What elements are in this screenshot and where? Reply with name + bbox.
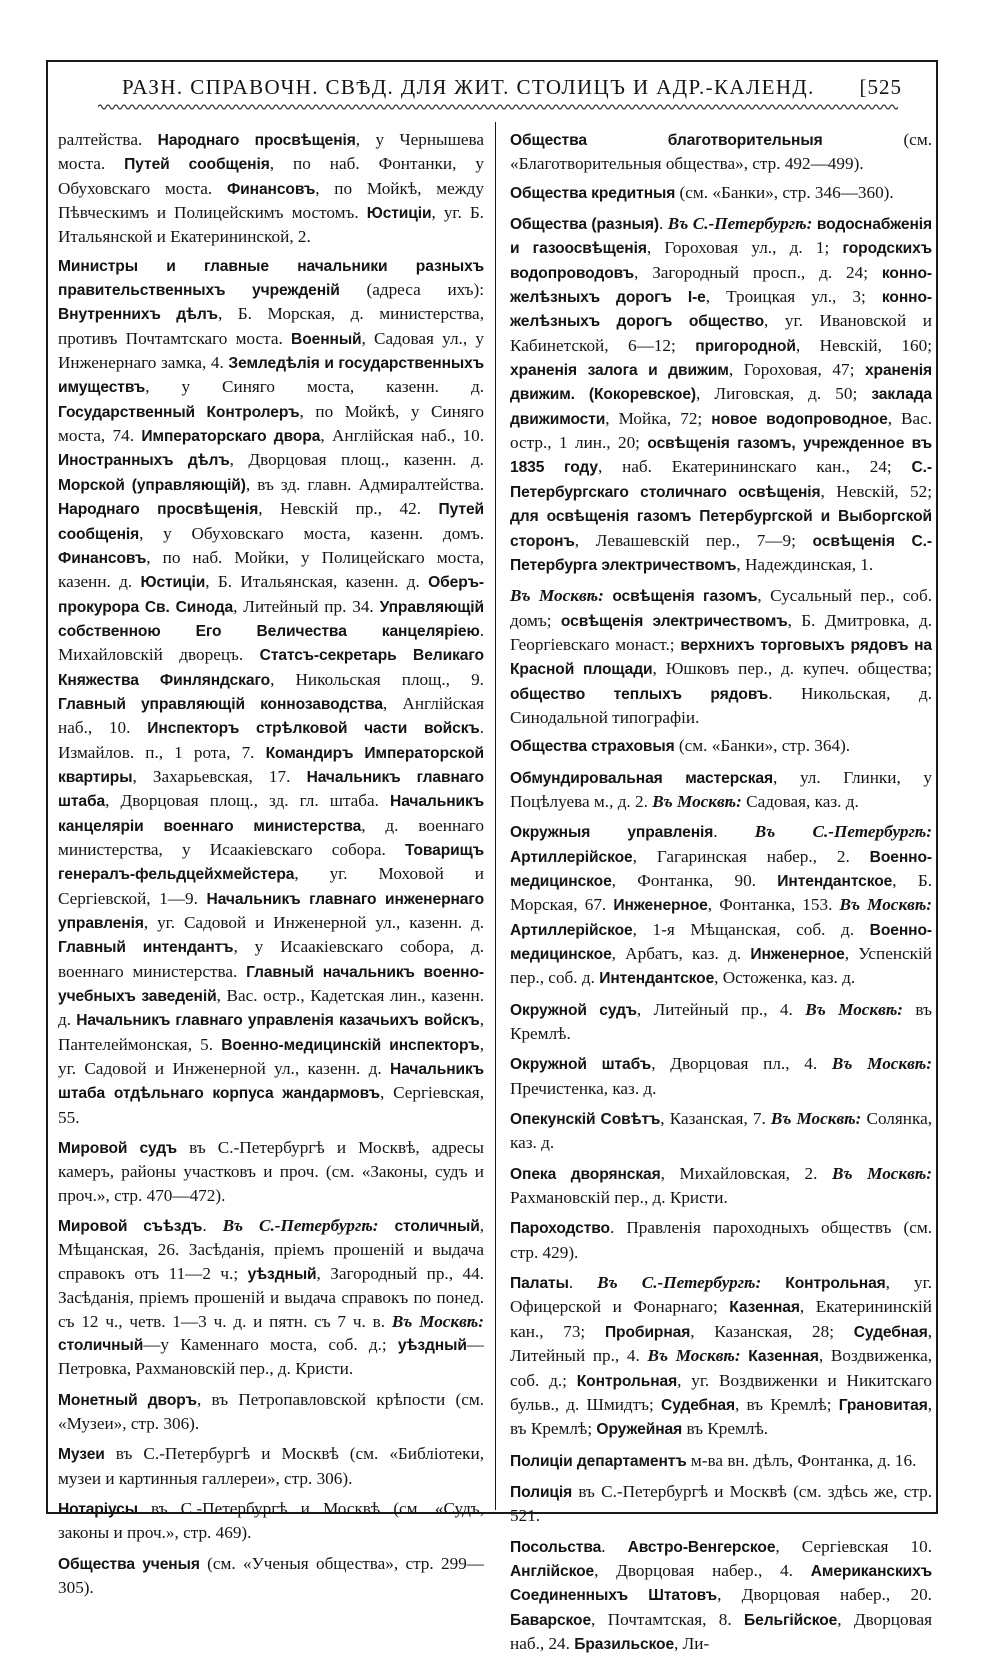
left-column: [58, 128, 484, 1606]
left-column-entry: Общества ученыя (см. «Ученыя общества», стр. 299—305).: [58, 1553, 484, 1597]
right-column-entry: Обмундировальная мастерская, ул. Глинки, у Поцѣлуева м., д. 2. Въ Москвѣ: Садовая, каз. д.: [510, 767, 932, 811]
header-title: РАЗН. СПРАВОЧН. СВѢД. ДЛЯ ЖИТ. СТОЛИЦЪ И АДР.-КАЛЕНД.: [122, 75, 815, 99]
right-column-entry: Опека дворянская, Михайловская, 2. Въ Москвѣ: Рахмановскій пер., д. Кристи.: [510, 1163, 932, 1208]
right-column-entry: Общества благотворительныя (см. «Благотворительныя общества», стр. 492—499).: [510, 130, 932, 174]
left-column-entry: Нотаріусы въ С.-Петербургѣ и Москвѣ (см. «Судъ, законы и проч.», стр. 469).: [58, 1498, 484, 1543]
column-divider: [495, 122, 496, 1510]
right-column-entry: Общества кредитныя (см. «Банки», стр. 346—360).: [510, 182, 894, 202]
wavy-rule: [98, 102, 898, 112]
right-column-entry: Опекунскій Совѣтъ, Казанская, 7. Въ Москвѣ: Солянка, каз. д.: [510, 1109, 933, 1153]
page-frame: [46, 60, 938, 1653]
right-column-entry: Въ Москвѣ: освѣщенія газомъ, Сусальный пер., соб. домъ; освѣщенія электричествомъ, Б. Дмитровка, д. Георгіевскаго монаст.; верхнихъ торговыхъ рядовъ на Красной площади, Юшковъ пер., д. купеч. общества; общество теплыхъ рядовъ. Никольская, д. Синодальной типографіи.: [510, 586, 933, 727]
left-column-entry: Монетный дворъ, въ Петропавловской крѣпости (см. «Музеи», стр. 306).: [58, 1389, 484, 1433]
right-column-entry: Пароходство. Правленія пароходныхъ обществъ (см. стр. 429).: [510, 1218, 932, 1262]
right-column-entry: Полиція въ С.-Петербургѣ и Москвѣ (см. здѣсь же, стр. 521.: [510, 1481, 932, 1526]
left-column-entry: Министры и главные начальники разныхъ правительственныхъ учрежденій (адреса ихъ): Внутреннихъ дѣлъ, Б. Морская, д. министерства, противъ Почтамтскаго моста. Военный, Садовая ул., у Инженернаго замка, 4. Земледѣлія и государственныхъ имуществъ, у Синяго моста, казенн. д. Государственный Контролеръ, по Мойкѣ, у Синяго моста, 74. Императорскаго двора, Англійская наб., 10. Иностранныхъ дѣлъ, Дворцовая площ., казенн. д. Морской (управляющій), въ зд. главн. Адмиралтейства. Народнаго просвѣщенія, Невскій пр., 42. Путей сообщенія, у Обуховскаго моста, казенн. домъ. Финансовъ, по наб. Мойки, у Полицейскаго моста, казенн. д. Юстиціи, Б. Итальянская, казенн. д. Оберъ-прокурора Св. Синода, Литейный пр. 34. Управляющій собственною Его Величества канцеляріею. Михайловскій дворецъ. Статсъ-секретарь Великаго Княжества Финляндскаго, Никольская площ., 9. Главный управляющій коннозаводства, Англійская наб., 10. Инспекторъ стрѣлковой части войскъ. Измайлов. п., 1 рота, 7. Командиръ Императорской квартиры, Захарьевская, 17. Начальникъ главнаго штаба, Дворцовая площ., зд. гл. штаба. Начальникъ канцеляріи военнаго министерства, д. военнаго министерства, у Исаакіевскаго собора. Товарищъ генералъ-фельдцейхмейстера, уг. Моховой и Сергіевской, 1—9. Начальникъ главнаго инженернаго управленія, уг. Садовой и Инженерной ул., казенн. д. Главный интендантъ, у Исаакіевскаго собора, д. военнаго министерства. Главный начальникъ военно-учебныхъ заведеній, Вас. остр., Кадетская лин., казенн. д. Начальникъ главнаго управленія казачьихъ войскъ, Пантелеймонская, 5. Военно-медицинскій инспекторъ, уг. Садовой и Инженерной ул., казенн. д. Начальникъ штаба отдѣльнаго корпуса жандармовъ, Сергіевская, 55.: [58, 257, 485, 1127]
right-column-entry: Посольства. Австро-Венгерское, Сергіевская 10. Англійское, Дворцовая набер., 4. Американскихъ Соединенныхъ Штатовъ, Дворцовая набер., 20. Баварское, Почтамтская, 8. Бельгійское, Дворцовая наб., 24. Бразильское, Ли-: [510, 1536, 932, 1653]
right-column-entry: Палаты. Въ С.-Петербургѣ: Контрольная, уг. Офицерской и Фонарнаго; Казенная, Екатерининскій кан., 73; Пробирная, Казанская, 28; Судебная, Литейный пр., 4. Въ Москвѣ: Казенная, Воздвиженка, соб. д.; Контрольная, уг. Воздвиженки и Никитскаго бульв., д. Шмидтъ; Судебная, въ Кремлѣ; Грановитая, въ Кремлѣ; Оружейная въ Кремлѣ.: [510, 1273, 932, 1439]
page-number: [525: [859, 75, 902, 99]
right-column: [510, 128, 932, 1663]
right-column-entry: Окружной судъ, Литейный пр., 4. Въ Москвѣ: въ Кремлѣ.: [510, 999, 933, 1044]
left-column-entry: ралтейства. Народнаго просвѣщенія, у Чернышева моста. Путей сообщенія, по наб. Фонтанки, у Обуховскаго моста. Финансовъ, по Мойкѣ, между Пѣвческимъ и Полицейскимъ мостомъ. Юстиціи, уг. Б. Итальянской и Екатерининской, 2.: [58, 130, 484, 247]
right-column-entry: Общества (разныя). Въ С.-Петербургѣ: водоснабженія и газоосвѣщенія, Гороховая ул., д. 1; городскихъ водопроводовъ, Загородный просп., д. 24; конно-желѣзныхъ дорогъ I-е, Троицкая ул., 3; конно-желѣзныхъ дорогъ общество, уг. Ивановской и Кабинетской, 6—12; пригородной, Невскій, 160; храненія залога и движим, Гороховая, 47; храненія движим. (Кокоревское), Лиговская, д. 50; заклада движимости, Мойка, 72; новое водопроводное, Вас. остр., 1 лин., 20; освѣщенія газомъ, учрежденное въ 1835 году, наб. Екатерининскаго кан., 24; С.-Петербургскаго столичнаго освѣщенія, Невскій, 52; для освѣщенія газомъ Петербургской и Выборгской сторонъ, Левашевскій пер., 7—9; освѣщенія С.-Петербурга электричествомъ, Надеждинская, 1.: [510, 214, 933, 574]
left-column-entry: Музеи въ С.-Петербургѣ и Москвѣ (см. «Библіотеки, музеи и картинныя галлереи», стр. 306).: [58, 1444, 484, 1488]
right-column-entry: Полиціи департаментъ м-ва вн. дѣлъ, Фонтанка, д. 16.: [510, 1450, 917, 1470]
right-column-entry: Общества страховыя (см. «Банки», стр. 364).: [510, 736, 851, 756]
left-column-entry: Мировой съѣздъ. Въ С.-Петербургѣ: столичный, Мѣщанская, 26. Засѣданія, пріемъ прошеній и выдача справокъ отъ 11—2 ч.; уѣздный, Загородный пр., 44. Засѣданія, пріемъ прошеній и выдача справокъ по понед. съ 12 ч., четв. 1—3 ч. д. и пятн. съ 7 ч. в. Въ Москвѣ: столичный—у Каменнаго моста, соб. д.; уѣздный—Петровка, Рахмановскій пер., д. Кристи.: [58, 1216, 484, 1379]
right-column-entry: Окружной штабъ, Дворцовая пл., 4. Въ Москвѣ: Пречистенка, каз. д.: [510, 1054, 932, 1098]
running-header: [48, 62, 936, 118]
left-column-entry: Мировой судъ въ С.-Петербургѣ и Москвѣ, адресы камеръ, районы участковъ и проч. (см. «Законы, судъ и проч.», стр. 470—472).: [58, 1138, 484, 1205]
right-column-entry: Окружныя управленія. Въ С.-Петербургѣ: Артиллерійское, Гагаринская набер., 2. Военно-медицинское, Фонтанка, 90. Интендантское, Б. Морская, 67. Инженерное, Фонтанка, 153. Въ Москвѣ: Артиллерійское, 1-я Мѣщанская, соб. д. Военно-медицинское, Арбатъ, каз. д. Инженерное, Успенскій пер., соб. д. Интендантское, Остоженка, каз. д.: [510, 822, 933, 988]
